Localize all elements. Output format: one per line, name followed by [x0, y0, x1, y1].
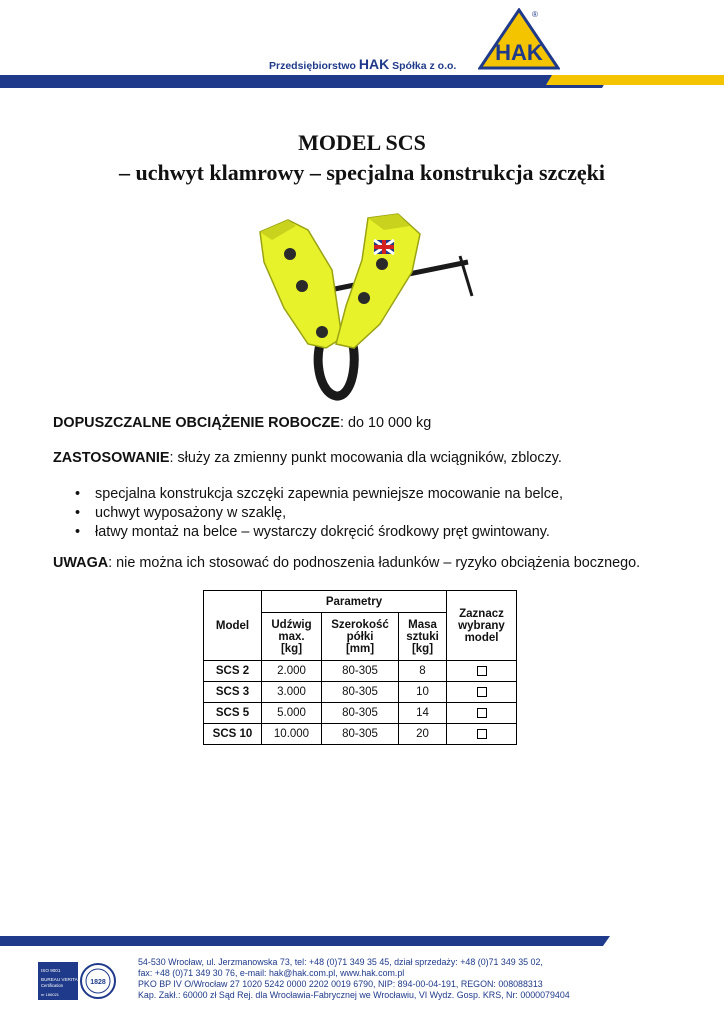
header-model: Model	[204, 591, 262, 661]
footer-stripe	[0, 934, 724, 948]
application-value: : służy za zmienny punkt mocowania dla wciągników, zbloczy.	[169, 450, 562, 466]
cell-select	[447, 703, 517, 724]
select-checkbox[interactable]	[477, 666, 487, 676]
feature-text: uchwyt wyposażony w szaklę,	[95, 505, 287, 521]
cell-model: SCS 2	[204, 661, 262, 682]
footer-bank: PKO BP IV O/Wrocław 27 1020 5242 0000 2202 0019 6790, NIP: 894-00-04-191, REGON: 008088313	[138, 979, 543, 989]
working-load-value: : do 10 000 kg	[340, 415, 432, 431]
title-line-2: – uchwyt klamrowy – specjalna konstrukcja szczęki	[118, 160, 606, 185]
cell-model: SCS 5	[204, 703, 262, 724]
cell-weight: 20	[399, 724, 447, 745]
cell-select	[447, 661, 517, 682]
feature-text: specjalna konstrukcja szczęki zapewnia pewniejsze mocowanie na belce,	[95, 486, 563, 502]
svg-text:nr 166021: nr 166021	[41, 992, 60, 997]
select-checkbox[interactable]	[477, 708, 487, 718]
application-label: ZASTOSOWANIE	[53, 450, 170, 466]
cell-model: SCS 3	[204, 682, 262, 703]
feature-list	[75, 485, 563, 542]
company-prefix: Przedsiębiorstwo	[269, 60, 356, 72]
feature-item	[75, 504, 563, 523]
registered-mark: ®	[532, 10, 538, 19]
cell-capacity: 5.000	[262, 703, 322, 724]
footer-registry: Kap. Zakł.: 60000 zł Sąd Rej. dla Wrocławia-Fabrycznej we Wrocławiu, VI Wydz. Gosp. KRS, Nr: 0000079404	[138, 990, 570, 1000]
footer-address: 54-530 Wrocław, ul. Jerzmanowska 73, tel: +48 (0)71 349 35 45, dział sprzedaży: +48 (0)71 349 35 02,	[138, 957, 543, 967]
table-header-row	[204, 591, 517, 613]
header-capacity: Udźwig max. [kg]	[262, 613, 322, 661]
beam-clamp-photo	[250, 212, 474, 408]
cell-select	[447, 724, 517, 745]
company-brand: HAK	[358, 56, 390, 72]
hak-logo	[478, 8, 560, 70]
warning-label: UWAGA	[53, 555, 109, 571]
document-title	[0, 128, 724, 188]
title-line-1: MODEL SCS	[298, 130, 426, 155]
specs-table	[203, 590, 517, 745]
svg-text:1828: 1828	[90, 979, 106, 986]
bullet-icon: •	[75, 505, 81, 521]
table-row	[204, 703, 517, 724]
cell-flange-width: 80-305	[322, 661, 399, 682]
header-parameters: Parametry	[262, 591, 447, 613]
table-row	[204, 661, 517, 682]
cell-flange-width: 80-305	[322, 703, 399, 724]
header-select: Zaznacz wybrany model	[447, 591, 517, 661]
warning-value: : nie można ich stosować do podnoszenia ładunków – ryzyko obciążenia bocznego.	[108, 555, 641, 571]
svg-text:Certification: Certification	[41, 983, 64, 988]
feature-text: łatwy montaż na belce – wystarczy dokręcić środkowy pręt gwintowany.	[95, 524, 550, 540]
select-checkbox[interactable]	[477, 729, 487, 739]
working-load-line	[53, 415, 431, 431]
company-suffix: Spółka z o.o.	[392, 60, 457, 72]
bullet-icon: •	[75, 486, 81, 502]
cell-flange-width: 80-305	[322, 682, 399, 703]
cell-capacity: 2.000	[262, 661, 322, 682]
select-checkbox[interactable]	[477, 687, 487, 697]
cell-capacity: 3.000	[262, 682, 322, 703]
cell-model: SCS 10	[204, 724, 262, 745]
header-flange-width: Szerokość półki [mm]	[322, 613, 399, 661]
cell-select	[447, 682, 517, 703]
cell-weight: 10	[399, 682, 447, 703]
bureau-veritas-cert-icon	[38, 962, 118, 1000]
cell-capacity: 10.000	[262, 724, 322, 745]
header-stripe	[0, 56, 724, 92]
svg-text:ISO 9001: ISO 9001	[41, 968, 61, 973]
application-line	[53, 450, 562, 466]
cell-weight: 8	[399, 661, 447, 682]
warning-line	[53, 555, 640, 571]
table-row	[204, 682, 517, 703]
feature-item	[75, 523, 563, 542]
cell-flange-width: 80-305	[322, 724, 399, 745]
logo-text: HAK	[495, 40, 543, 65]
header-weight: Masa sztuki [kg]	[399, 613, 447, 661]
feature-item	[75, 485, 563, 504]
footer-fax-email: fax: +48 (0)71 349 30 76, e-mail: hak@hak.com.pl, www.hak.com.pl	[138, 968, 405, 978]
svg-text:BUREAU VERITAS: BUREAU VERITAS	[41, 977, 81, 982]
cell-weight: 14	[399, 703, 447, 724]
bullet-icon: •	[75, 524, 81, 540]
table-row	[204, 724, 517, 745]
footer-contact	[138, 957, 570, 1001]
working-load-label: DOPUSZCZALNE OBCIĄŻENIE ROBOCZE	[53, 415, 341, 431]
